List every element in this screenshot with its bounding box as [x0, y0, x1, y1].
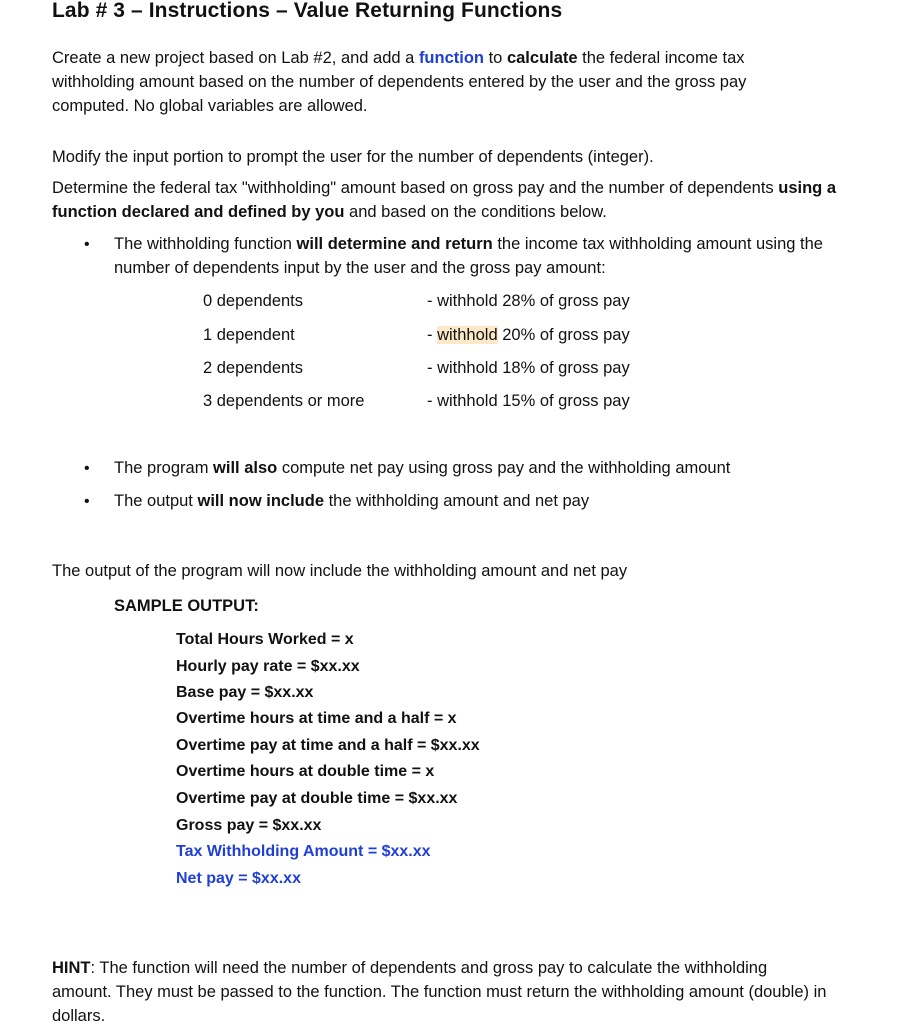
sample-output-line: Overtime hours at time and a half = x: [176, 710, 457, 727]
bullet-output: The output will now include the withholding amount and net pay: [114, 492, 590, 510]
highlighted-word: withhold: [437, 326, 498, 344]
hint-label: HINT: [52, 959, 91, 977]
bullet-marker: •: [84, 493, 90, 510]
calculate-keyword: calculate: [506, 49, 578, 67]
bullet-marker: •: [84, 236, 90, 253]
dependents-row: 1 dependent - withhold 20% of gross pay: [203, 326, 630, 344]
sample-output-line: Base pay = $xx.xx: [176, 684, 314, 701]
sample-output-line: Total Hours Worked = x: [176, 631, 354, 648]
bullet-withholding-function: The withholding function will determine and return the income tax withholding amount using the number of dependents input by the user and the gross pay amount:: [114, 235, 823, 277]
function-keyword: function: [418, 49, 485, 67]
determine-paragraph: Determine the federal tax "withholding" amount based on gross pay and the number of dependents using a function declared and defined by you and based on the conditions below.: [52, 179, 837, 221]
sample-output-line: Overtime pay at time and a half = $xx.xx: [176, 737, 480, 754]
bullet-marker: •: [84, 460, 90, 477]
intro-paragraph: Create a new project based on Lab #2, and add a function to calculate the federal income tax withholding amount based on the number of dependents entered by the user and the gross pay computed. No global variables are allowed.: [52, 49, 747, 115]
output-sentence: The output of the program will now include the withholding amount and net pay: [52, 562, 628, 580]
dependents-row: 2 dependents - withhold 18% of gross pay: [203, 359, 630, 377]
sample-output-line: Hourly pay rate = $xx.xx: [176, 658, 360, 675]
dependents-row: 0 dependents - withhold 28% of gross pay: [203, 292, 630, 310]
dependents-row: 3 dependents or more - withhold 15% of gross pay: [203, 392, 630, 410]
sample-output-line: Overtime hours at double time = x: [176, 763, 435, 780]
sample-output-line: Overtime pay at double time = $xx.xx: [176, 790, 458, 807]
bullet-net-pay: The program will also compute net pay using gross pay and the withholding amount: [114, 459, 731, 477]
modify-paragraph: Modify the input portion to prompt the user for the number of dependents (integer).: [52, 148, 654, 166]
sample-output-line: Gross pay = $xx.xx: [176, 817, 322, 834]
sample-output-line-withholding: Tax Withholding Amount = $xx.xx: [176, 843, 431, 860]
page-title: Lab # 3 – Instructions – Value Returning Functions: [52, 0, 563, 22]
hint-paragraph: HINT: The function will need the number of dependents and gross pay to calculate the withholding amount. They must be passed to the function. The function must return the withholding amount (double) in dollars.: [52, 959, 827, 1025]
sample-output-line-net-pay: Net pay = $xx.xx: [176, 870, 301, 887]
sample-output-title: SAMPLE OUTPUT:: [114, 597, 259, 615]
